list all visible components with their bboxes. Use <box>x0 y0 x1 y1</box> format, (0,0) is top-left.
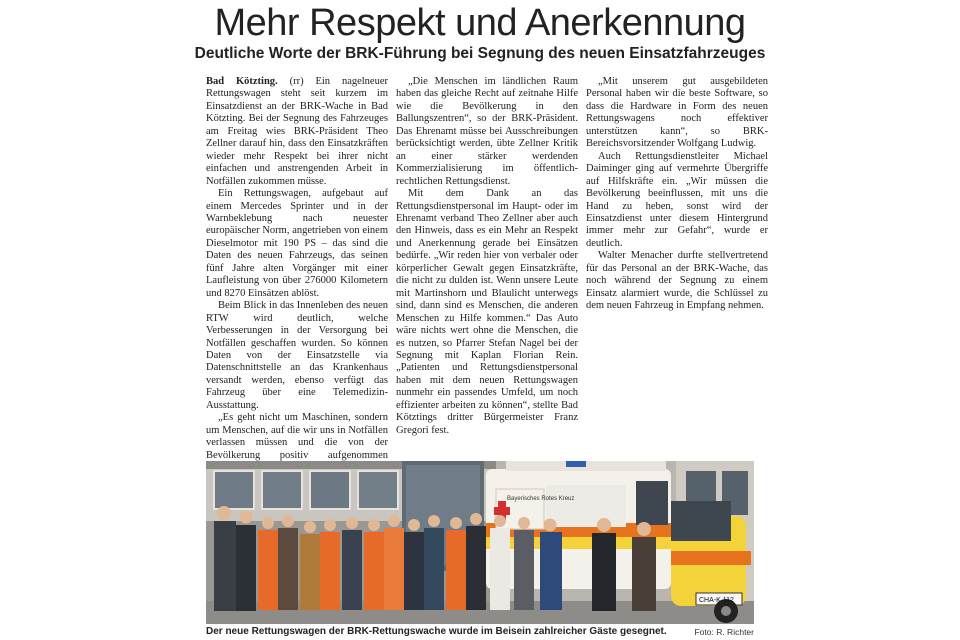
article-paragraph: „Mit unserem gut ausgebildeten Personal haben wir die beste Software, so dass die Hardware in Form des neuen Rettungswagens noch effektiver unterstützen kann“, so BRK-Bereichsvorsitzender Wolfgang Ludwig. <box>586 76 768 150</box>
vehicle-label: Bayerisches Rotes Kreuz <box>507 496 575 502</box>
article-paragraph: Walter Menacher durfte stellvertretend für das Personal an der BRK-Wache, das noch während der Segnung zu einem Einsatz alarmiert wurde, die Schlüssel zu dem neuen Fahrzeug in Empfang nehmen. <box>586 250 768 312</box>
article-paragraph: Auch Rettungsdienstleiter Michael Daiminger ging auf vermehrte Übergriffe auf Hilfskräfte ein. „Wir müssen die Bevölkerung beeinflussen, mit uns die Hand zu heben, sonst wird der Einsatzdienst unter diesem Hintergrund immer mehr zur Gefahr“, wurde er deutlich. <box>586 150 768 249</box>
article-photo <box>206 461 754 624</box>
dateline: Bad Kötzting. <box>206 76 278 87</box>
article-paragraph: Ein Rettungswagen, aufgebaut auf einem Mercedes Sprinter und in der Warnbeklebung nach neuester europäischer Norm, angetrieben von einem Dieselmotor mit 190 PS – das sind die Daten des neuen Fahrzeugs, das seinen fünf Jahre alten Vorgänger mit einer Laufleistung von über 276000 Kilometern und 8270 Einsätzen ablöst. <box>206 188 388 299</box>
headline: Mehr Respekt und Anerkennung <box>214 2 746 44</box>
photo-credit: Foto: R. Richter <box>694 627 754 637</box>
group-photo-illustration <box>206 461 754 624</box>
license-plate: CHA-K 112 <box>699 597 734 604</box>
article-paragraph: Beim Blick in das Innenleben des neuen RTW wird deutlich, welche Verbesserungen in der Versorgung bei Notfällen geschaffen wurden. So können Daten von der Einsatzstelle via Datenschnittstelle an das Krankenhaus versandt werden, ebenso verfügt das Fahrzeug über eine Telemedizin-Ausstattung. <box>206 300 388 411</box>
article-paragraph: „Es geht nicht um Maschinen, sondern um Menschen, auf die wir uns in Notfällen verlassen müssen und die von der Bevölkerung positiv aufgenommen <box>206 412 388 461</box>
article-paragraph: Mit dem Dank an das Rettungsdienstpersonal im Haupt- oder im Ehrenamt verband Theo Zellner aber auch den Hinweis, dass es ein Mehr an Respekt und Anerkennung gerade bei Einsätzen bedürfe. „Wir reden hier von verbaler oder körperlicher Gewalt gegen Einsatzkräfte, die nicht zu dulden ist. Wenn unsere Leute mit Martinshorn und Blaulicht unterwegs sind, dann sind es Menschen, die anderen Menschen zu Hilfe kommen.“ Das Auto wäre nichts wert ohne die Menschen, die es nutzen, so Pfarrer Stefan Nagel bei der Segnung mit Kaplan Florian Rein. „Patienten und Rettungsdienstpersonal haben mit dem neuen Rettungswagen nunmehr ein passendes Umfeld, um noch effizienter arbeiten zu können“, stellte Bad Kötztings dritter Bürgermeister Franz Gregori fest. <box>396 188 578 436</box>
photo-caption: Der neue Rettungswagen der BRK-Rettungswache wurde im Beisein zahlreicher Gäste gesegnet. <box>206 626 667 637</box>
author-tag: (rr) <box>289 76 304 87</box>
article-paragraph: „Die Menschen im ländlichen Raum haben das gleiche Recht auf zeitnahe Hilfe wie die Bevölkerung in den Ballungszentren“, so der BRK-Präsident. Das Ehrenamt müsse bei Ausschreibungen berücksichtigt werden, übte Zellner Kritik an einer stärker werdenden Kommerzialisierung im öffentlich-rechtlichen Rettungsdienst. <box>396 76 578 187</box>
article-column-2 <box>396 76 578 454</box>
article-column-3 <box>586 76 768 454</box>
article-paragraph: Bad Kötzting. (rr) Ein nagelneuer Rettungswagen steht seit kurzem im Einsatzdienst an der BRK-Wache in Bad Kötzting. Bei der Segnung des Fahrzeuges am Freitag wies BRK-Präsident Theo Zellner darauf hin, dass den Einsatzkräften wieder mehr Respekt bei ihrer nicht einfachen und anstrengenden Arbeit in Notfällen zukommen müsse. <box>206 76 388 187</box>
article-column-1 <box>206 76 388 461</box>
subheadline: Deutliche Worte der BRK-Führung bei Segnung des neuen Einsatzfahrzeuges <box>194 45 766 62</box>
